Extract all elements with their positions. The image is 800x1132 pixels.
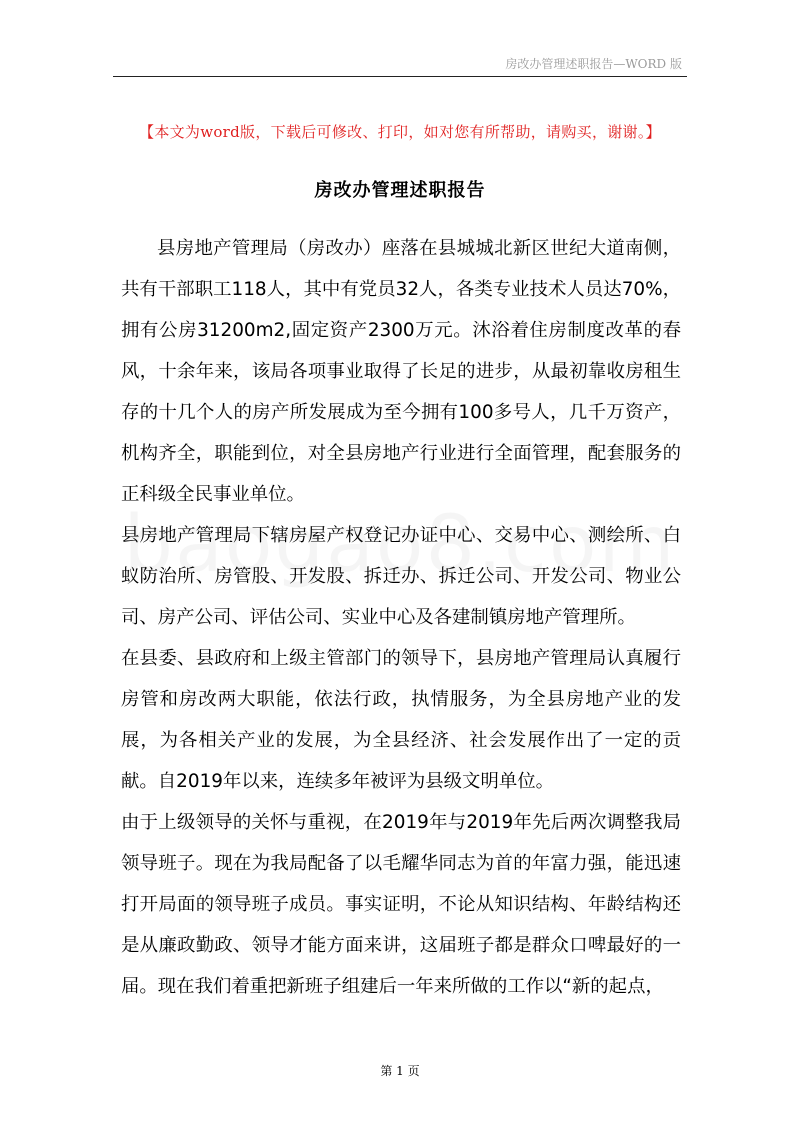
paragraph-intro: 县房地产管理局（房改办）座落在县城城北新区世纪大道南侧，共有干部职工118人，其中有党员32人，各类专业技术人员达70%，拥有公房31200m2,固定资产2300万元。沐浴着住房制度改革的春风，十余年来，该局各项事业取得了长足的进步，从最初靠收房租生存的十几个人的房产所发展成为至今拥有100多号人，几千万资产，机构齐全，职能到位，对全县房地产行业进行全面管理，配套服务的正科级全民事业单位。 bbox=[121, 238, 681, 505]
document-title: 房改办管理述职报告 bbox=[314, 180, 486, 201]
paragraph-leadership: 由于上级领导的关怀与重视，在2019年与2019年先后两次调整我局领导班子。现在为我局配备了以毛耀华同志为首的年富力强，能迅速打开局面的领导班子成员。事实证明，不论从知识结构、年龄结构还是从廉政勤政、领导才能方面来讲，这届班子都是群众口啤最好的一届。现在我们着重把新班子组建后一年来所做的工作以“新的起点， bbox=[121, 812, 681, 997]
purchase-notice: 【本文为word版，下载后可修改、打印，如对您有所帮助，请购买，谢谢。】 bbox=[139, 123, 661, 141]
running-header: 房改办管理述职报告—WORD 版 bbox=[505, 57, 682, 71]
paragraph-departments: 县房地产管理局下辖房屋产权登记办证中心、交易中心、测绘所、白蚁防治所、房管股、开发股、拆迁办、拆迁公司、开发公司、物业公司、房产公司、评估公司、实业中心及各建制镇房地产管理所。 bbox=[121, 525, 681, 628]
paragraph-functions: 在县委、县政府和上级主管部门的领导下，县房地产管理局认真履行房管和房改两大职能，依法行政，执情服务，为全县房地产业的发展，为各相关产业的发展，为全县经济、社会发展作出了一定的贡献。自2019年以来，连续多年被评为县级文明单位。 bbox=[121, 648, 681, 792]
header-rule bbox=[113, 76, 687, 77]
document-body bbox=[121, 228, 681, 1007]
page-number: 第 1 页 bbox=[380, 1064, 420, 1078]
